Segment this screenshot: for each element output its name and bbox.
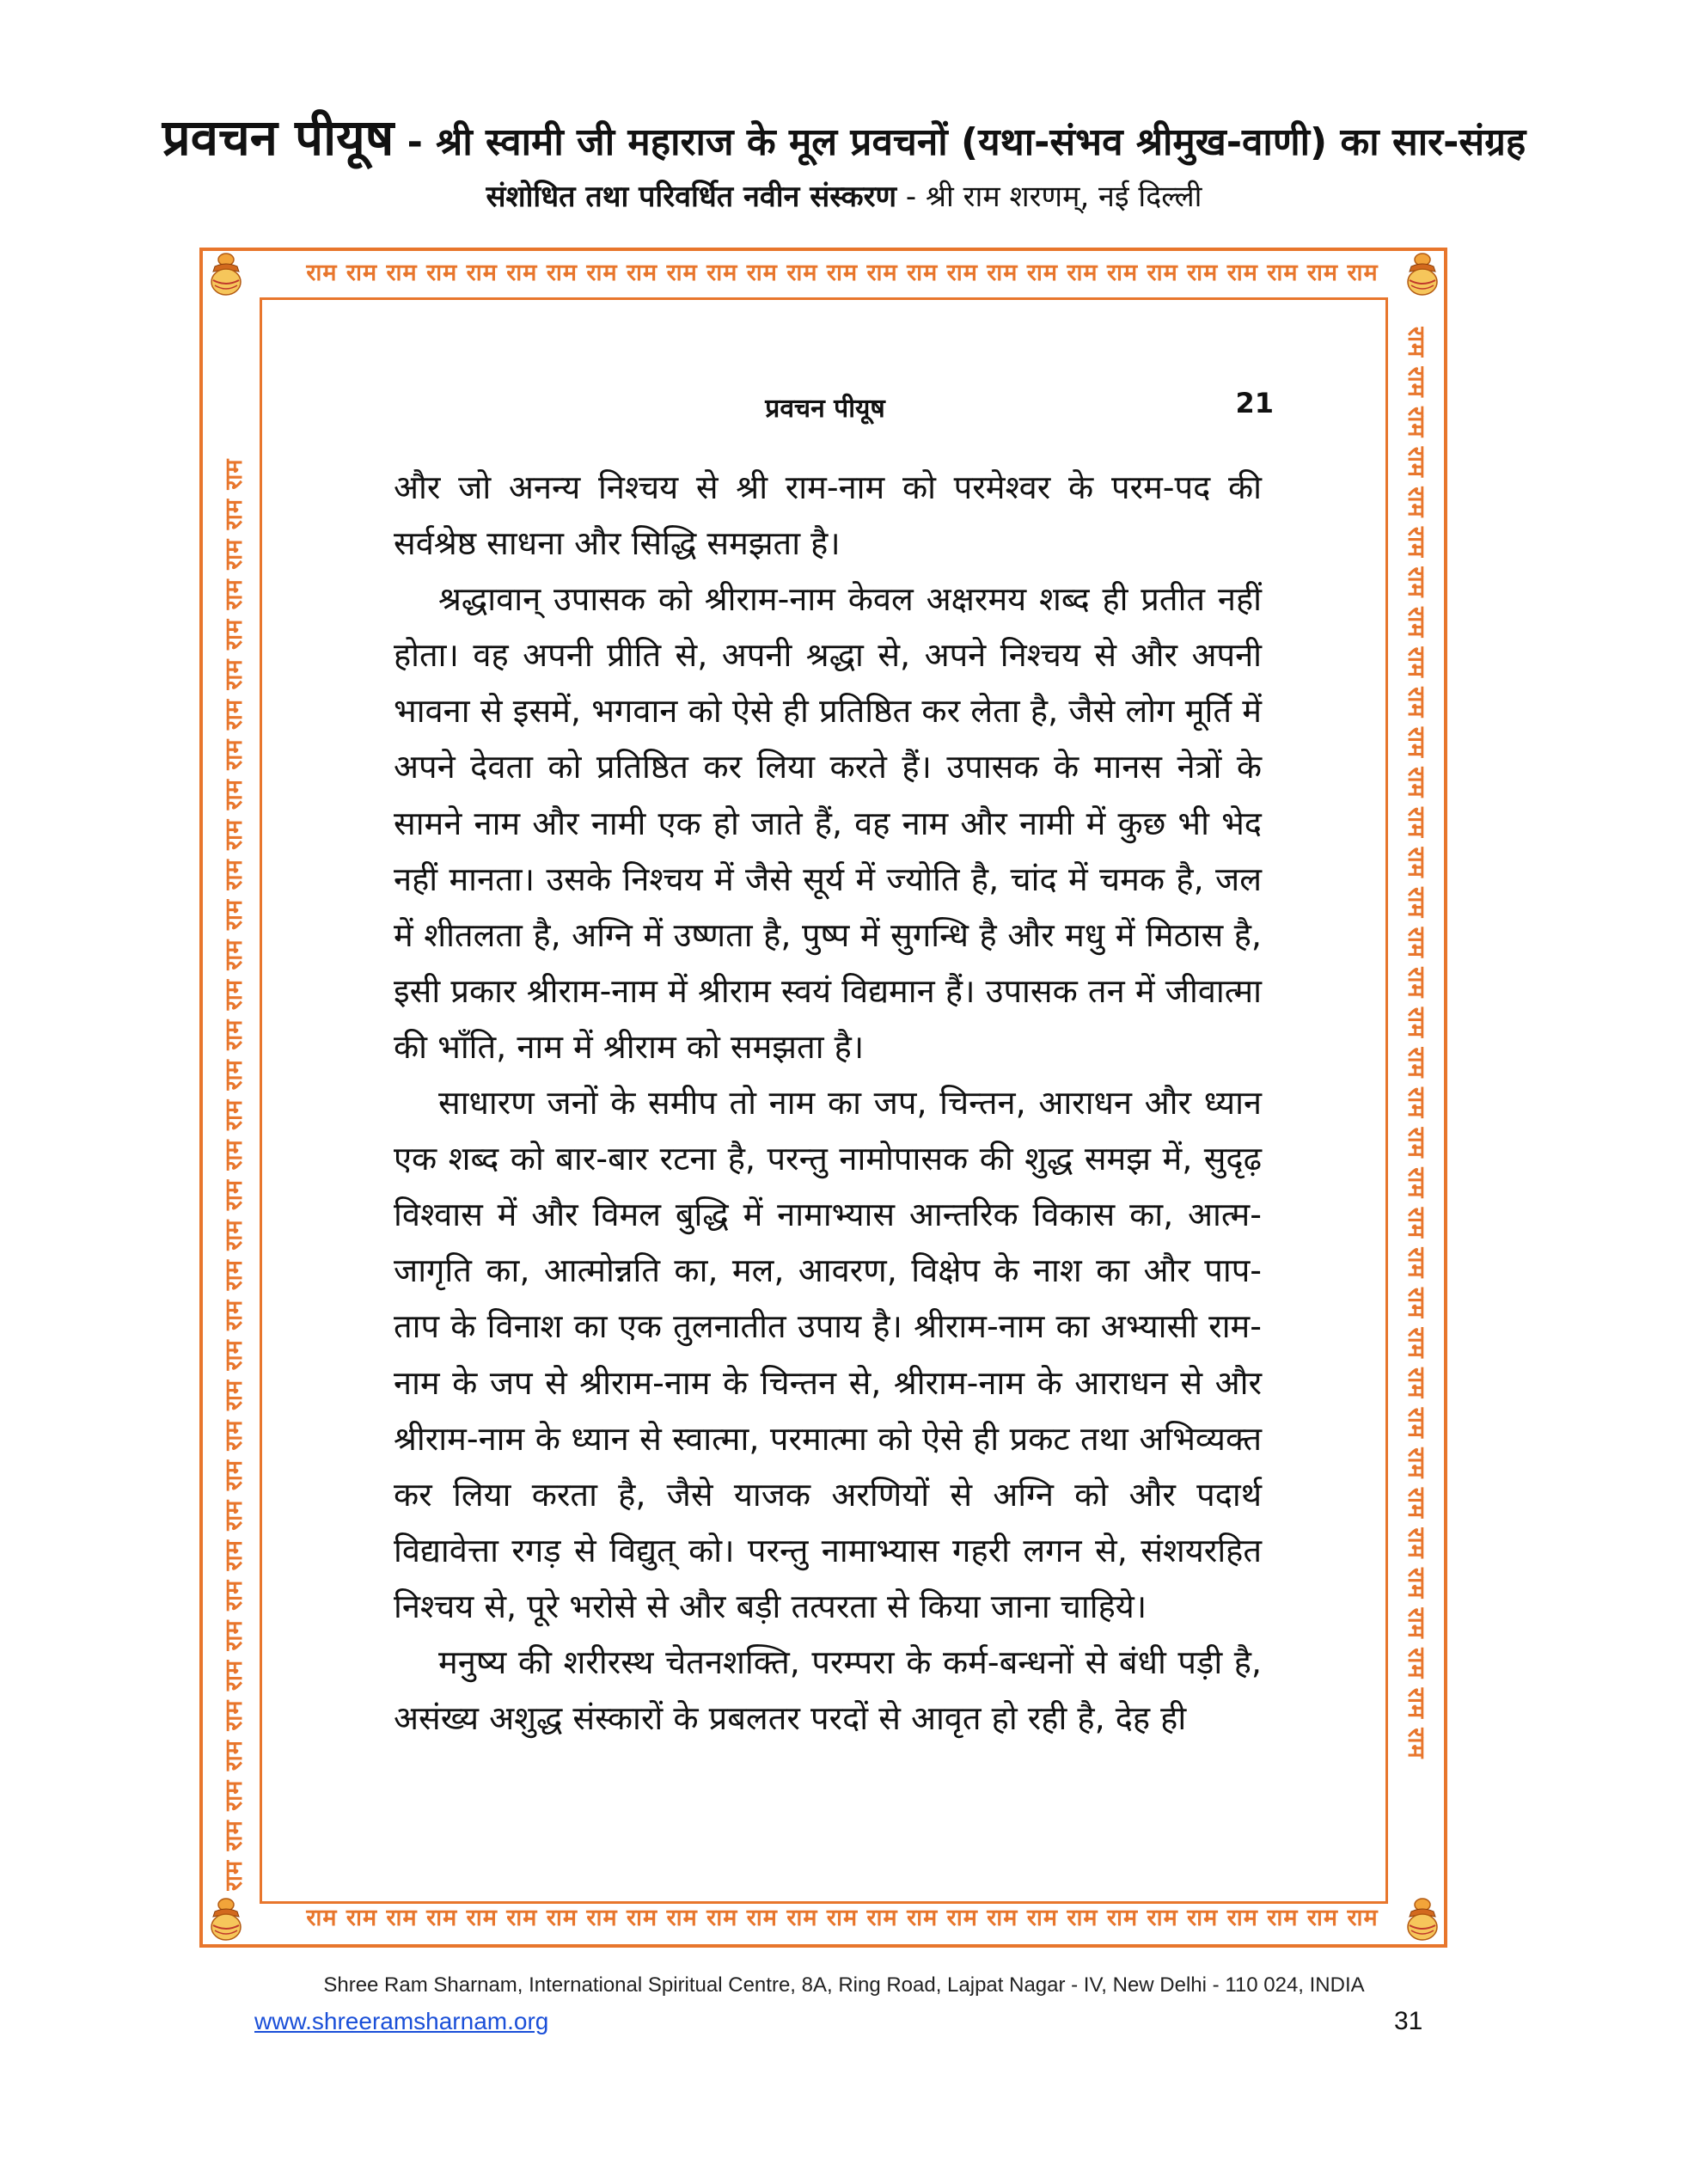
kalash-icon: [1399, 251, 1446, 297]
header-title: प्रवचन पीयूष: [162, 108, 394, 167]
paragraph: और जो अनन्य निश्चय से श्री राम-नाम को परमेश्वर के परम-पद की सर्वश्रेष्ठ साधना और सिद्धि समझता है।: [394, 468, 1262, 563]
header-subtitle-line: [0, 170, 1688, 223]
paragraph: साधारण जनों के समीप तो नाम का जप, चिन्तन, आराधन और ध्यान एक शब्द को बार-बार रटना है, परन्तु नामोपासक की शुद्ध समझ में, सुदृढ़ विश्वास में और विमल बुद्धि में नामाभ्यास आन्तरिक विकास का, आत्म-जागृति का, आत्मोन्नति का, मल, आवरण, विक्षेप के नाश का और पाप-ताप के विनाश का एक तुलनातीत उपाय है। श्रीराम-नाम का अभ्यासी राम-नाम के जप से श्रीराम-नाम के चिन्तन से, श्रीराम-नाम के आराधन से और श्रीराम-नाम के ध्यान से स्वात्मा, परमात्मा को ऐसे ही प्रकट तथा अभिव्यक्त कर लिया करता है, जैसे याजक अरणियों से अग्नि को और पदार्थ विद्यावेत्ता रगड़ से विद्युत् को। परन्तु नामाभ्यास गहरी लगन से, संशयरहित निश्चय से, पूरे भरोसे से और बड़ी तत्परता से किया जाना चाहिये।: [394, 1084, 1262, 1625]
scanned-page-number: 21: [1235, 387, 1274, 419]
document-header: [0, 110, 1688, 223]
kalash-icon: [203, 251, 249, 297]
kalash-icon: [1399, 1896, 1446, 1942]
kalash-icon: [203, 1896, 249, 1942]
scanned-page-header: [284, 385, 1367, 433]
header-title-line: [0, 110, 1688, 170]
border-text-bottom: राम राम राम राम राम राम राम राम राम राम राम राम राम राम राम राम राम राम राम राम राम राम राम राम राम राम राम: [306, 1905, 1379, 1931]
body-text: [394, 460, 1262, 1747]
paragraph: श्रद्धावान् उपासक को श्रीराम-नाम केवल अक्षरमय शब्द ही प्रतीत नहीं होता। वह अपनी प्रीति से, अपनी श्रद्धा से, अपने निश्चय से और अपनी भावना से इसमें, भगवान को ऐसे ही प्रतिष्ठित कर लेता है, जैसे लोग मूर्ति में अपने देवता को प्रतिष्ठित कर लिया करते हैं। उपासक के मानस नेत्रों के सामने नाम और नामी एक हो जाते हैं, वह नाम और नामी में कुछ भी भेद नहीं मानता। उसके निश्चय में जैसे सूर्य में ज्योति है, चांद में चमक है, जल में शीतलता है, अग्नि में उष्णता है, पुष्प में सुगन्धि है और मधु में मिठास है, इसी प्रकार श्रीराम-नाम में श्रीराम स्वयं विद्यमान हैं। उपासक तन में जीवात्मा की भाँति, नाम में श्रीराम को समझता है।: [394, 580, 1262, 1066]
header-publisher: - श्री राम शरणम्, नई दिल्ली: [896, 180, 1202, 214]
border-text-top: राम राम राम राम राम राम राम राम राम राम राम राम राम राम राम राम राम राम राम राम राम राम राम राम राम राम राम: [306, 260, 1379, 286]
border-text-right: राम राम राम राम राम राम राम राम राम राम राम राम राम राम राम राम राम राम राम राम राम राम राम राम राम राम राम राम राम राम राम राम राम राम राम राम: [1403, 327, 1429, 1759]
header-edition: संशोधित तथा परिवर्धित नवीन संस्करण: [486, 180, 897, 214]
paragraph: मनुष्य की शरीरस्थ चेतनशक्ति, परम्परा के कर्म-बन्धनों से बंधी पड़ी है, असंख्य अशुद्ध संस्कारों के प्रबलतर परदों से आवृत हो रही है, देह ही: [394, 1643, 1262, 1738]
footer-address: Shree Ram Sharnam, International Spiritual Centre, 8A, Ring Road, Lajpat Nagar - IV, New Delhi - 110 024, INDIA: [323, 1973, 1365, 1997]
header-title-description: - श्री स्वामी जी महाराज के मूल प्रवचनों (यथा-संभव श्रीमुख-वाणी) का सार-संग्रह: [394, 120, 1526, 164]
footer-page-number: 31: [1394, 2007, 1423, 2035]
border-text-left: राम राम राम राम राम राम राम राम राम राम राम राम राम राम राम राम राम राम राम राम राम राम राम राम राम राम राम राम राम राम राम राम राम राम राम राम: [221, 458, 248, 1891]
website-link[interactable]: www.shreeramsharnam.org: [254, 2008, 549, 2034]
scanned-page-title: प्रवचन पीयूष: [765, 394, 885, 424]
